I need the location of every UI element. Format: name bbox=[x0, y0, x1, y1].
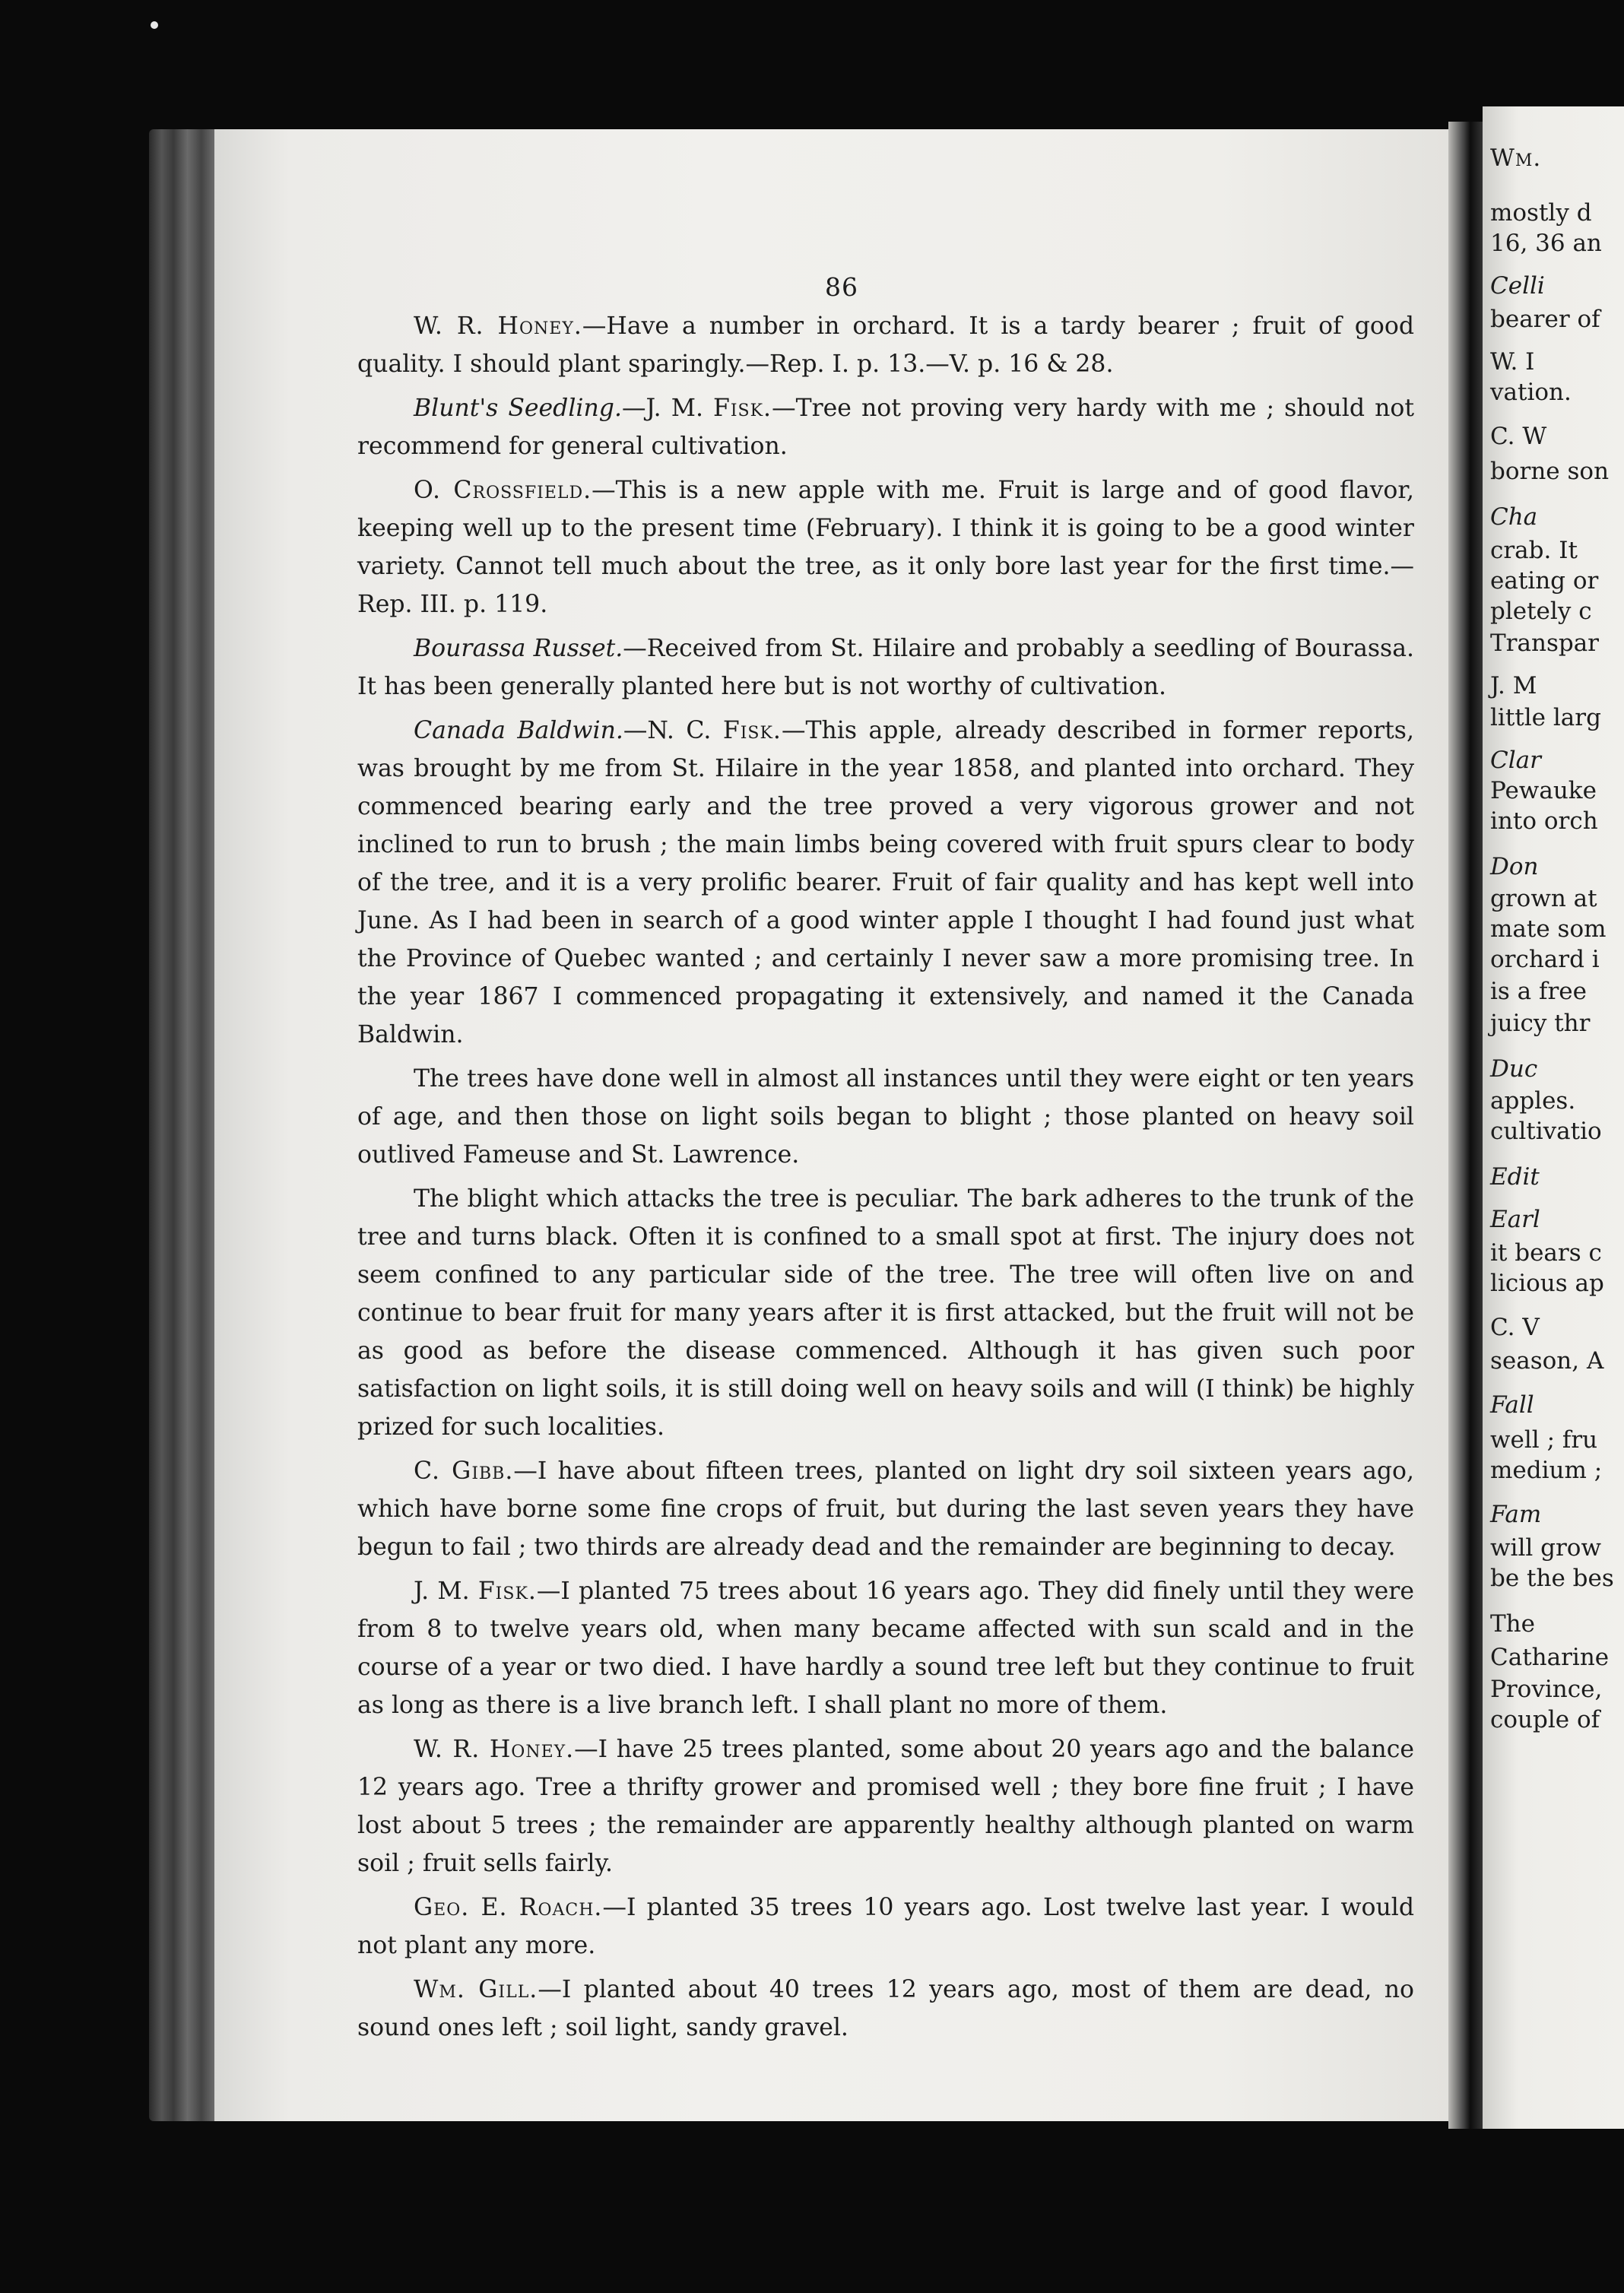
author-name: W. R. Honey. bbox=[414, 1736, 575, 1763]
author-name: Geo. E. Roach. bbox=[414, 1894, 603, 1921]
paragraph bbox=[357, 389, 1414, 465]
facing-page-line: pletely c bbox=[1490, 598, 1592, 625]
paragraph bbox=[357, 1889, 1414, 1965]
facing-page-line: Pewauke bbox=[1490, 777, 1597, 804]
facing-page-line: Fam bbox=[1490, 1501, 1542, 1528]
facing-page-line: orchard i bbox=[1490, 946, 1600, 973]
paragraph-text: —N. C. bbox=[623, 717, 723, 744]
facing-page-line: Celli bbox=[1490, 272, 1545, 300]
paragraph-text: —I planted 75 trees about 16 years ago. They did finely until they were from 8 to twelve years old, when many became affected with sun scald and in the course of a year or two died. I have hardly a sound tree left but they continue to fruit as long as there is a live branch left. I shall plant no more of them. bbox=[357, 1578, 1414, 1719]
facing-page-line: crab. It bbox=[1490, 537, 1578, 564]
paragraph-text: The trees have done well in almost all instances until they were eight or ten years of age, and then those on light soils began to blight ; those planted on heavy soil outlived Fameuse and St. Lawrence. bbox=[357, 1065, 1414, 1169]
left-page bbox=[214, 129, 1469, 2121]
author-name: Fisk. bbox=[477, 1578, 537, 1605]
paragraph-text: —I have about fifteen trees, planted on light dry soil sixteen years ago, which have borne some fine crops of fruit, but during the last seven years they have begun to fail ; two thirds are already dead and the remainder are beginning to decay. bbox=[357, 1457, 1414, 1561]
facing-page-line: juicy thr bbox=[1490, 1010, 1591, 1037]
variety-name: Canada Baldwin. bbox=[414, 717, 623, 744]
author-name: Fisk. bbox=[722, 717, 782, 744]
paragraph-text: —I planted 35 trees 10 years ago. Lost twelve last year. I would not plant any more. bbox=[357, 1894, 1415, 1959]
facing-page-line: Cha bbox=[1490, 503, 1538, 531]
facing-page-line: cultivatio bbox=[1490, 1118, 1602, 1145]
paragraph-text: —This apple, already described in former reports, was brought by me from St. Hilaire in the year 1858, and planted into orchard. They commenced bearing early and the tree proved a very vigorous grower and not inclined to run to brush ; the main limbs being covered with fruit spurs clear to body of the tree, and it is a very prolific bearer. Fruit of fair quality and has kept well into June. As I had been in search of a good winter apple I thought I had found just what the Province of Quebec wanted ; and certainly I never saw a more promising tree. In the year 1867 I commenced propagating it extensively, and named it the Canada Baldwin. bbox=[357, 717, 1414, 1048]
author-name: Wm. Gill. bbox=[414, 1976, 538, 2003]
facing-page-line: grown at bbox=[1490, 885, 1597, 912]
facing-page-line: little larg bbox=[1490, 704, 1601, 731]
facing-page-line: into orch bbox=[1490, 807, 1598, 835]
variety-name: Blunt's Seedling. bbox=[414, 395, 622, 422]
facing-page-line: Clar bbox=[1490, 747, 1541, 774]
paragraph-text: The blight which attacks the tree is peculiar. The bark adheres to the trunk of the tree and turns black. Often it is confined to a small spot at first. The injury does not seem confined to any particular side of the tree. The tree will often live on and continue to bear fruit for many years after it is first attacked, but the fruit will not be as good as before the disease commenced. Although it has given such poor satisfaction on light soils, it is still doing well on heavy soils and will (I think) be highly prized for such localities. bbox=[357, 1185, 1414, 1441]
paragraph bbox=[357, 1971, 1414, 2047]
facing-page-line: vation. bbox=[1490, 379, 1572, 406]
facing-page-line: Catharine bbox=[1490, 1644, 1610, 1671]
page-number: 86 bbox=[825, 272, 858, 302]
paragraph-text: —J. M. bbox=[621, 395, 713, 422]
film-speck bbox=[151, 21, 158, 29]
paragraph bbox=[357, 1572, 1414, 1724]
paragraph-text: —I planted about 40 trees 12 years ago, most of them are dead, no sound ones left ; soil light, sandy gravel. bbox=[357, 1976, 1414, 2041]
facing-page-line: J. M bbox=[1490, 672, 1537, 699]
facing-page-line: mate som bbox=[1490, 915, 1607, 943]
book-gutter bbox=[1448, 122, 1485, 2129]
facing-page-line: Fall bbox=[1490, 1391, 1534, 1419]
book-page-edges bbox=[149, 129, 219, 2121]
facing-page-line: Transpar bbox=[1490, 630, 1599, 657]
facing-page-line: 16, 36 an bbox=[1490, 230, 1602, 257]
paragraph-text: —Have a number in orchard. It is a tardy bearer ; fruit of good quality. I should plant sparingly.—Rep. I. p. 13.—V. p. 16 & 28. bbox=[357, 312, 1414, 378]
facing-page-line: C. W bbox=[1490, 423, 1547, 450]
facing-page-line: is a free bbox=[1490, 978, 1587, 1005]
facing-page-line: W. I bbox=[1490, 348, 1535, 376]
facing-page-line: be the bes bbox=[1490, 1565, 1614, 1592]
author-name: O. Crossfield. bbox=[414, 477, 592, 504]
facing-page-line: will grow bbox=[1490, 1534, 1601, 1562]
paragraph-text: —This is a new apple with me. Fruit is large and of good flavor, keeping well up to the present time (February). I think it is going to be a good winter variety. Cannot tell much about the tree, as it only bore last year for the first time.—Rep. III. p. 119. bbox=[357, 477, 1414, 618]
facing-page-line: Don bbox=[1490, 853, 1539, 880]
paragraph-text: —Tree not proving very hardy with me ; should not recommend for general cultivation. bbox=[357, 395, 1414, 460]
paragraph-text: —I have 25 trees planted, some about 20 years ago and the balance 12 years ago. Tree a thrifty grower and promised well ; they bore fine fruit ; I have lost about 5 trees ; the remainder are apparently healthy although planted on warm soil ; fruit sells fairly. bbox=[357, 1736, 1414, 1877]
author-name: Fisk. bbox=[713, 395, 772, 422]
paragraph bbox=[357, 1060, 1414, 1174]
facing-page bbox=[1483, 106, 1624, 2129]
facing-page-line: mostly d bbox=[1490, 199, 1592, 227]
paragraph bbox=[357, 307, 1414, 383]
facing-page-line: Earl bbox=[1490, 1206, 1540, 1233]
facing-page-line: C. V bbox=[1490, 1314, 1540, 1341]
paragraph bbox=[357, 1180, 1414, 1446]
paragraph bbox=[357, 630, 1414, 706]
facing-page-line: apples. bbox=[1490, 1087, 1576, 1115]
facing-page-line: season, A bbox=[1490, 1347, 1604, 1375]
facing-page-line: Duc bbox=[1490, 1055, 1538, 1083]
paragraph bbox=[357, 712, 1414, 1054]
facing-page-line: couple of bbox=[1490, 1706, 1600, 1733]
author-name: W. R. Honey. bbox=[414, 312, 582, 340]
facing-page-line: Edit bbox=[1490, 1163, 1540, 1191]
facing-page-line: eating or bbox=[1490, 567, 1599, 595]
facing-page-line: bearer of bbox=[1490, 306, 1600, 333]
page-body bbox=[357, 307, 1414, 2053]
facing-page-line: The bbox=[1490, 1610, 1535, 1638]
paragraph-text: J. M. bbox=[414, 1578, 478, 1605]
facing-page-line: Wm. bbox=[1490, 144, 1542, 172]
facing-page-line: medium ; bbox=[1490, 1457, 1603, 1484]
facing-page-line: borne son bbox=[1490, 458, 1610, 485]
facing-page-line: it bears c bbox=[1490, 1239, 1602, 1267]
paragraph bbox=[357, 1730, 1414, 1882]
paragraph bbox=[357, 1452, 1414, 1566]
author-name: C. Gibb. bbox=[414, 1457, 514, 1485]
paragraph-text: —Received from St. Hilaire and probably a seedling of Bourassa. It has been generally planted here but is not worthy of cultivation. bbox=[357, 635, 1414, 700]
variety-name: Bourassa Russet. bbox=[414, 635, 623, 662]
facing-page-line: licious ap bbox=[1490, 1270, 1604, 1297]
facing-page-line: Province, bbox=[1490, 1676, 1603, 1703]
paragraph bbox=[357, 471, 1414, 623]
facing-page-line: well ; fru bbox=[1490, 1426, 1598, 1454]
